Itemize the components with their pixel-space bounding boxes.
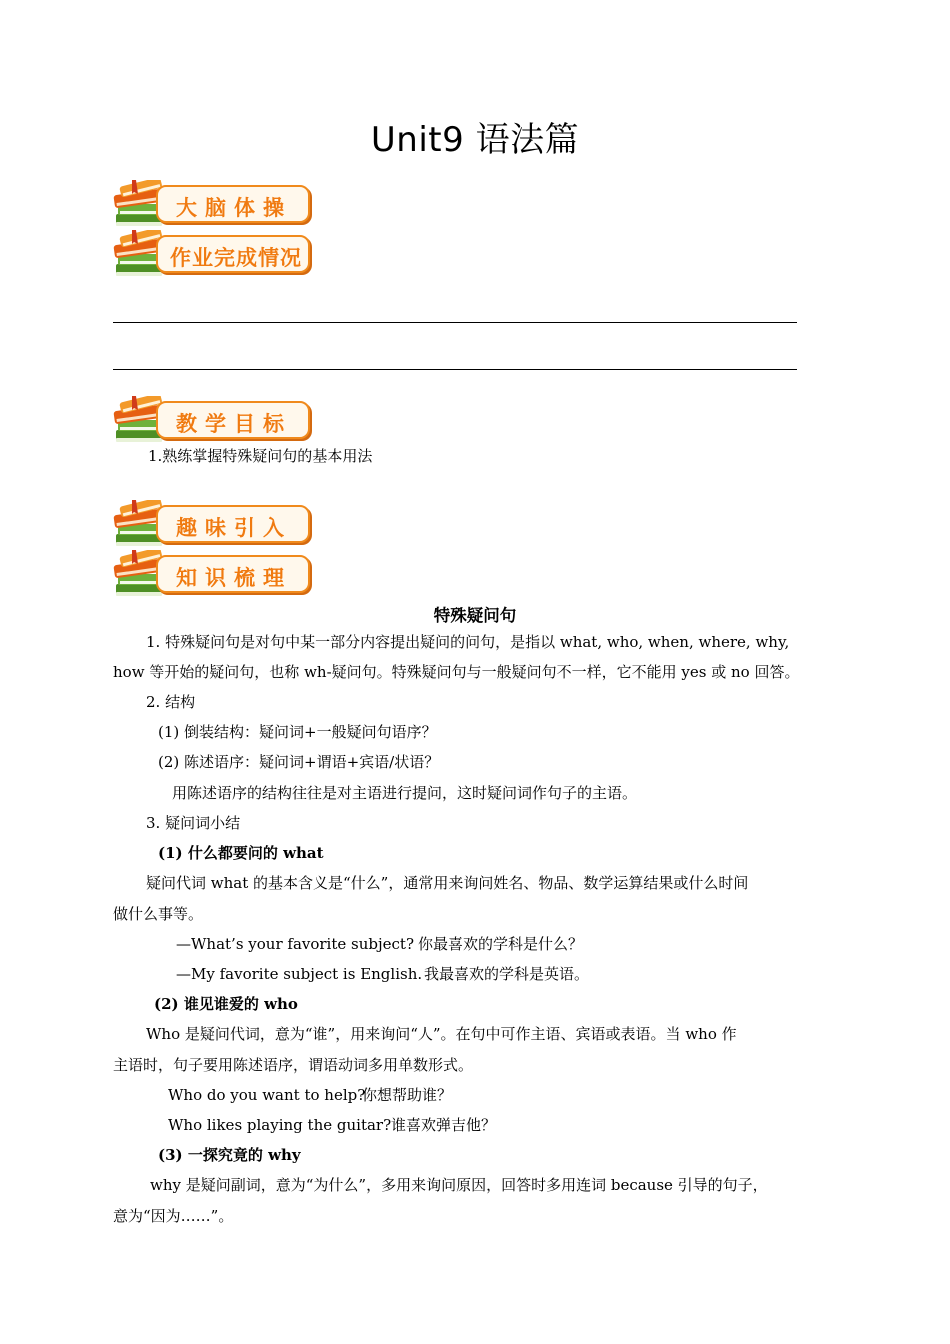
who-line-1: Who 是疑问代词，意为“谁”，用来询问“人”。在句中可作主语、宾语或表语。当 who 作 bbox=[146, 1025, 737, 1043]
what-example-2-en: —My favorite subject is English. bbox=[176, 965, 423, 983]
who-example-2-en: Who likes playing the guitar? bbox=[168, 1116, 392, 1134]
what-example-2-cn: 我最喜欢的学科是英语。 bbox=[424, 965, 590, 983]
what-line-1: 疑问代词 what 的基本含义是“什么”，通常用来询问姓名、物品、数学运算结果或什么时间 bbox=[146, 874, 749, 892]
badge-intro bbox=[112, 500, 312, 550]
objective-item: 1.熟练掌握特殊疑问句的基本用法 bbox=[148, 447, 373, 465]
paragraph-1-line-2: how 等开始的疑问句，也称 wh-疑问句。特殊疑问句与一般疑问句不一样，它不能用 yes 或 no 回答。 bbox=[113, 663, 800, 681]
why-heading: (3) 一探究竟的 why bbox=[158, 1146, 301, 1164]
page-title: Unit9 语法篇 bbox=[370, 120, 580, 160]
section-heading: 特殊疑问句 bbox=[433, 606, 517, 625]
structure-item-2: (2) 陈述语序：疑问词+谓语+宾语/状语？ bbox=[158, 753, 440, 771]
badge-label: 大脑体操 bbox=[176, 196, 292, 220]
badge-label: 作业完成情况 bbox=[170, 246, 302, 270]
structure-note: 用陈述语序的结构往往是对主语进行提问，这时疑问词作句子的主语。 bbox=[172, 784, 638, 802]
what-line-2: 做什么事等。 bbox=[113, 905, 204, 923]
paragraph-1-line-1: 1. 特殊疑问句是对句中某一部分内容提出疑问的问句，是指以 what, who, when, where, why, bbox=[146, 633, 790, 651]
why-line-2: 意为“因为……”。 bbox=[113, 1207, 234, 1225]
blank-answer-line bbox=[113, 322, 797, 323]
who-heading: (2) 谁见谁爱的 who bbox=[154, 995, 298, 1013]
badge-brain-exercise bbox=[112, 180, 312, 230]
what-example-1-cn: 你最喜欢的学科是什么？ bbox=[418, 935, 584, 953]
who-line-2: 主语时，句子要用陈述语序，谓语动词多用单数形式。 bbox=[113, 1056, 474, 1074]
badge-label: 趣味引入 bbox=[176, 516, 292, 540]
badge-label: 教学目标 bbox=[176, 412, 292, 436]
badge-homework bbox=[112, 230, 312, 280]
structure-item-1: (1) 倒装结构：疑问词+一般疑问句语序？ bbox=[158, 723, 437, 741]
paragraph-2: 2. 结构 bbox=[146, 693, 196, 711]
what-heading: (1) 什么都要问的 what bbox=[158, 844, 324, 862]
who-example-1-en: Who do you want to help? bbox=[168, 1086, 366, 1104]
who-example-2-cn: 谁喜欢弹吉他？ bbox=[391, 1116, 497, 1134]
who-example-1-cn: 你想帮助谁？ bbox=[362, 1086, 453, 1104]
badge-knowledge bbox=[112, 550, 312, 600]
what-example-1-en: —What’s your favorite subject? bbox=[176, 935, 414, 953]
badge-label: 知识梳理 bbox=[176, 566, 292, 590]
badge-objectives bbox=[112, 396, 312, 446]
why-line-1: why 是疑问副词，意为“为什么”，多用来询问原因，回答时多用连词 because 引导的句子， bbox=[150, 1176, 768, 1194]
paragraph-3: 3. 疑问词小结 bbox=[146, 814, 241, 832]
blank-answer-line bbox=[113, 369, 797, 370]
